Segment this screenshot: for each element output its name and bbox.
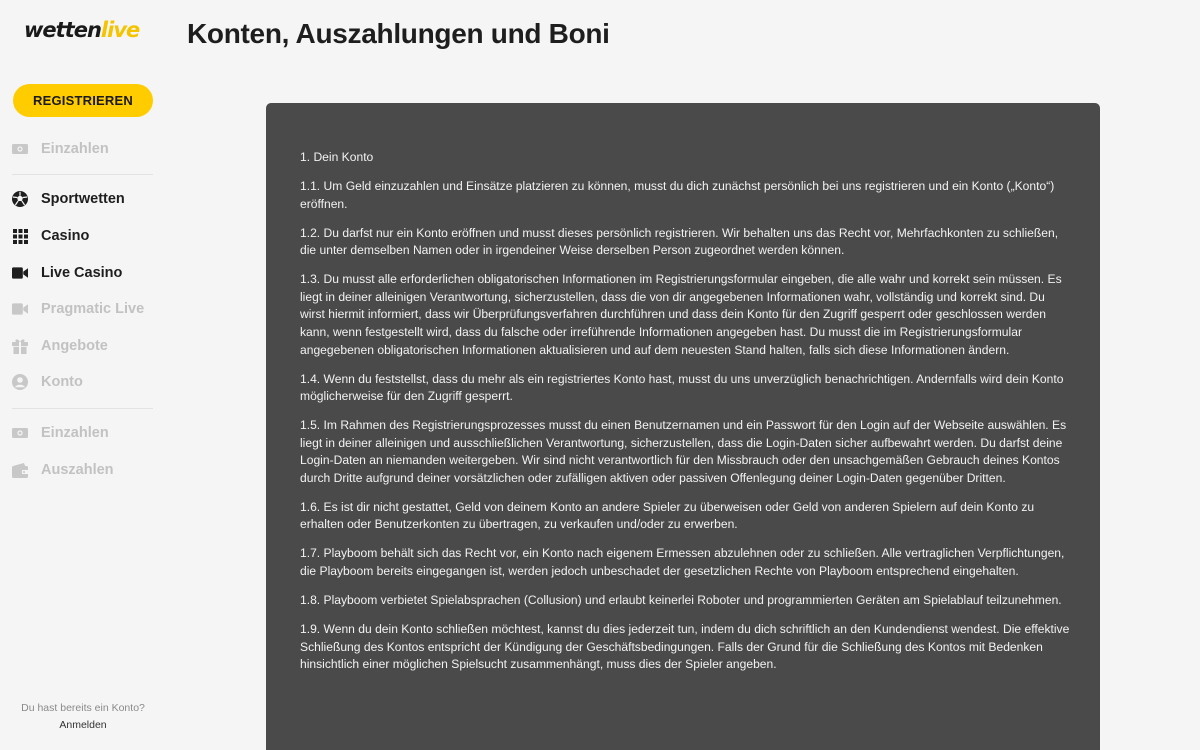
sidebar-item-deposit-2[interactable] [12,422,154,444]
video-camera-icon [12,301,28,317]
terms-panel[interactable] [266,103,1100,750]
sidebar-item-label: Sportwetten [41,191,125,207]
brand-logo[interactable]: wettenlive [24,18,140,42]
terms-heading: 1. Dein Konto [300,150,374,164]
terms-paragraph: 1.8. Playboom verbietet Spielabsprachen (Collusion) und erlaubt keinerlei Roboter und programmierten Geräten am Spielablauf teilzunehmen. [300,593,1062,607]
terms-paragraph: 1.3. Du musst alle erforderlichen obligatorischen Informationen im Registrierungsformular eingeben, die alle wahr und korrekt sein müssen. Es liegt in deiner alleinigen Verantwortung, sicherzustellen, dass die von dir angegebenen Informationen wahr, vollständig und korrekt sind. Du wirst hiermit informiert, dass wir Überprüfungsverfahren durchführen und dass dein Konto für den Zugriff gesperrt oder geschlossen werden kann, wenn festgestellt wird, dass du falsche oder irreführende Informationen angegeben hast. Du musst die im Registrierungsformular angegebenen obligatorischen Informationen aktualisieren und auf dem neuesten Stand halten, falls sich diese Informationen ändern. [300,272,1062,357]
sidebar-item-label: Konto [41,374,83,390]
video-camera-icon [12,265,28,281]
sidebar-item-label: Casino [41,228,90,244]
sidebar-item-live-casino[interactable] [12,262,154,284]
page-title: Konten, Auszahlungen und Boni [187,18,610,49]
sidebar [0,0,166,750]
sidebar-item-angebote[interactable] [12,335,154,357]
sidebar-item-konto[interactable] [12,371,154,393]
sidebar-item-pragmatic-live[interactable] [12,298,154,320]
terms-paragraph: 1.7. Playboom behält sich das Recht vor, ein Konto nach eigenem Ermessen abzulehnen oder zu schließen. Alle vertraglichen Verpflichtungen, die Playboom bereits eingegangen ist, werden jedoch unbeschadet der gesetzlichen Rechte von Playboom entsprechend eingehalten. [300,546,1065,579]
deposit-icon [12,425,28,441]
terms-paragraph: 1.6. Es ist dir nicht gestattet, Geld von deinem Konto an andere Spieler zu überweisen oder Geld von anderen Spielern auf dein Konto zu erhalten oder Benutzerkonten zu übertragen, zu verkaufen und/oder zu erwerben. [300,499,1035,532]
wallet-icon [12,462,28,478]
sidebar-item-sportwetten[interactable] [12,188,154,210]
sidebar-item-label: Pragmatic Live [41,301,145,317]
terms-paragraph: 1.2. Du darfst nur ein Konto eröffnen und musst dieses persönlich registrieren. Wir behalten uns das Recht vor, Mehrfachkonten zu schließen, die unter demselben Namen oder in irgendeiner Weise derselben Person zugeordnet werden können. [300,225,1059,258]
sidebar-item-withdraw[interactable] [12,459,154,481]
sidebar-item-label: Angebote [41,338,108,354]
gift-icon [12,338,28,354]
deposit-icon [12,141,28,157]
divider [12,174,153,175]
soccer-ball-icon [12,191,28,207]
sidebar-item-casino[interactable] [12,225,154,247]
sidebar-item-deposit[interactable] [12,138,154,160]
terms-paragraph: 1.1. Um Geld einzuzahlen und Einsätze platzieren zu können, musst du dich zunächst persönlich bei uns registrieren und ein Konto („Konto“) eröffnen. [300,178,1055,211]
terms-paragraph: 1.9. Wenn du dein Konto schließen möchtest, kannst du dies jederzeit tun, indem du dich schriftlich an den Kundendienst wendest. Die effektive Schließung des Kontos entspricht der Kündigung der Geschäftsbedingungen. Falls der Grund für die Schließung des Kontos mit Bedenken hinsichtlich einer möglichen Spielsucht zusammenhängt, muss dies der Spieler angeben. [300,621,1070,672]
sidebar-item-label: Auszahlen [41,462,114,478]
login-link[interactable]: Anmelden [59,719,107,731]
sidebar-item-label: Einzahlen [41,425,109,441]
sidebar-item-label: Einzahlen [41,141,109,157]
terms-paragraph: 1.5. Im Rahmen des Registrierungsprozesses musst du einen Benutzernamen und ein Passwort für den Login auf der Webseite auswählen. Es liegt in deiner alleinigen und ausschließlichen Verantwortung, sicherzustellen, dass die Login-Daten sicher aufbewahrt werden. Du darfst deine Login-Daten an niemanden weitergeben. Wir sind nicht verantwortlich für den Missbrauch oder den unsachgemäßen Gebrauch deines Kontos durch Dritte aufgrund deiner vorsätzlichen oder zufälligen aktiven oder passiven Offenlegung deiner Login-Daten gegenüber Dritten. [300,418,1067,485]
have-account-text: Du hast bereits ein Konto? [21,702,145,714]
register-button[interactable]: REGISTRIEREN [13,84,153,117]
sidebar-item-label: Live Casino [41,265,123,281]
terms-content [300,149,1072,685]
user-icon [12,374,28,390]
terms-paragraph: 1.4. Wenn du feststellst, dass du mehr als ein registriertes Konto hast, musst du uns unverzüglich benachrichtigen. Andernfalls wird dein Konto möglicherweise für den Zugriff gesperrt. [300,371,1064,404]
grid-icon [12,228,28,244]
divider [12,408,153,409]
